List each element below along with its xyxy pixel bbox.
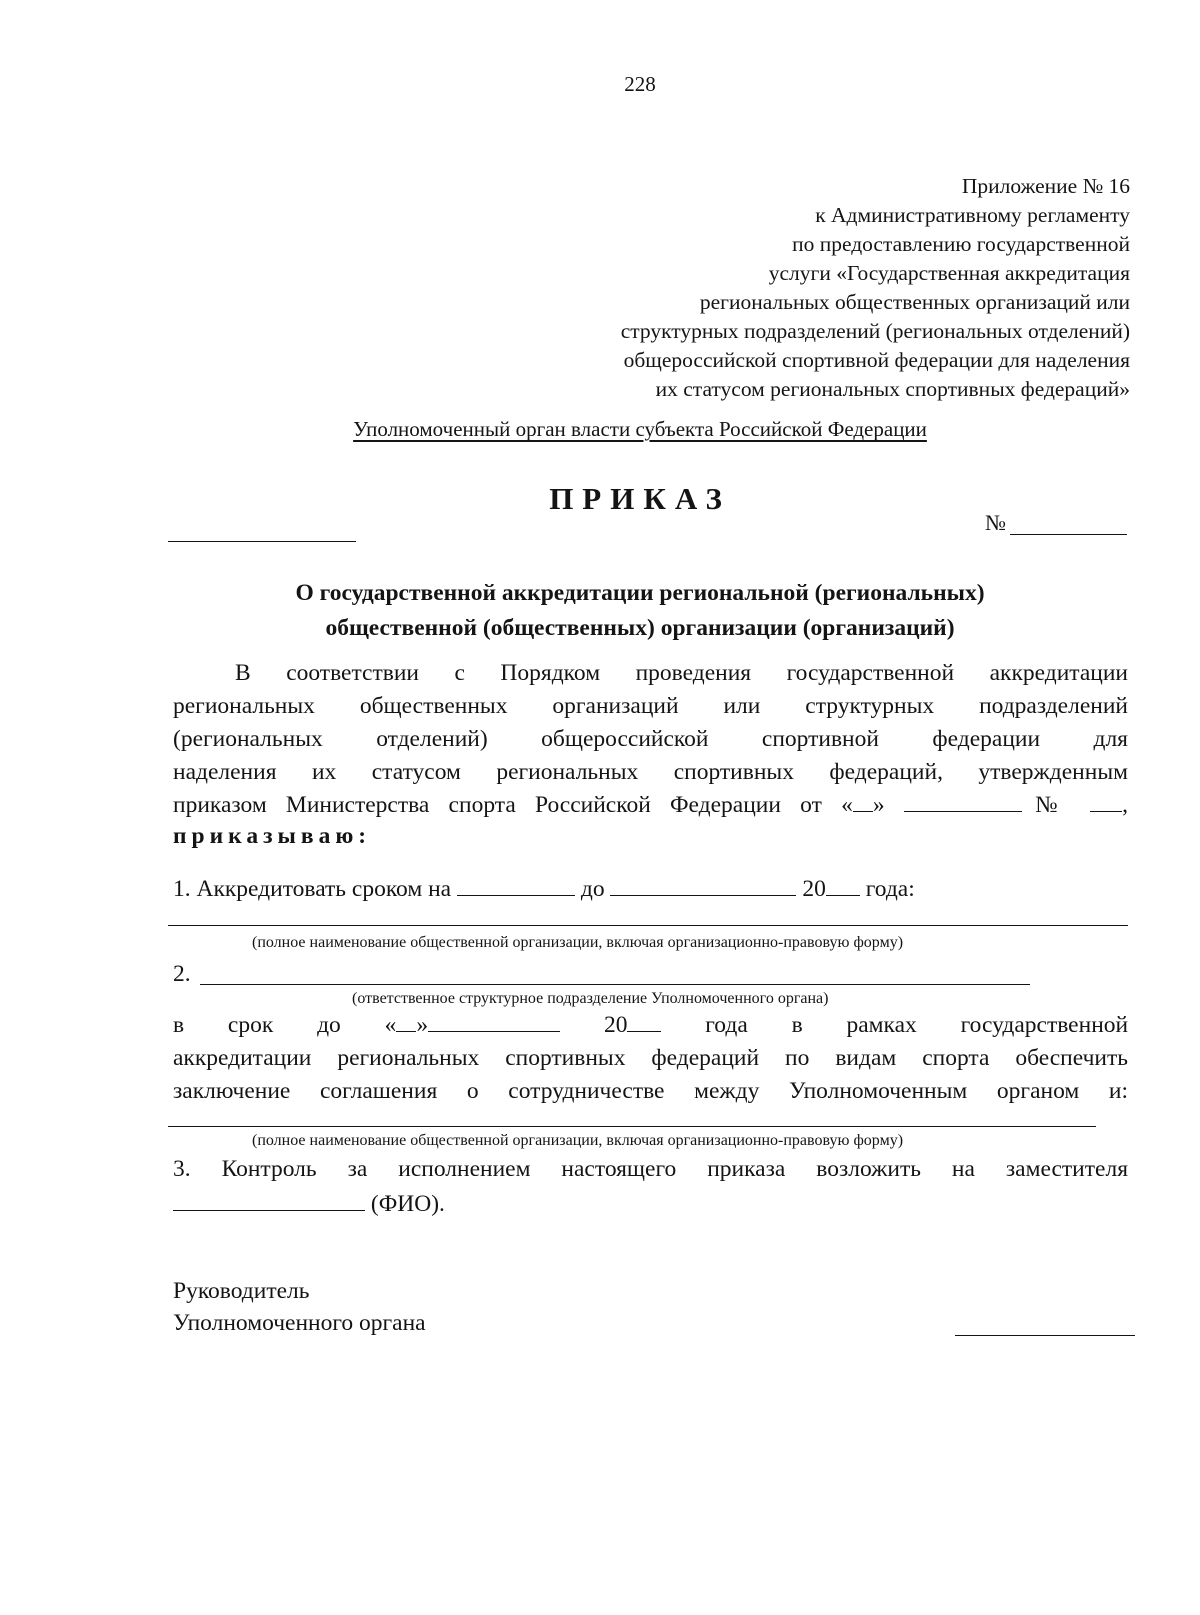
appendix-line: услуги «Государственная аккредитация: [768, 261, 1130, 285]
appendix-line: региональных общественных организаций или: [699, 290, 1130, 314]
appendix-line: их статусом региональных спортивных федераций»: [655, 377, 1130, 401]
preamble-5-comma: ,: [1122, 792, 1129, 818]
appendix-line: структурных подразделений (региональных отделений): [620, 319, 1130, 343]
organization-caption: (полное наименование общественной организации, включая организационно-правовую форму): [252, 934, 904, 951]
date-blank-line: [168, 541, 356, 542]
quote-open: «: [384, 1012, 397, 1038]
item-2-line-3: заключение соглашения о сотрудничестве между Уполномоченным органом и:: [173, 1078, 1128, 1104]
order-number-mark: №: [985, 510, 1006, 535]
term-blank: [457, 877, 575, 896]
preamble-line-2: региональных общественных организаций или структурных подразделений: [173, 693, 1128, 719]
organization-name-line: [168, 925, 1128, 926]
signature-line-2: Уполномоченного органа: [173, 1310, 426, 1336]
appendix-block: [450, 172, 1130, 404]
order-colon: :: [358, 823, 367, 849]
preamble-5-num: №: [1021, 792, 1071, 818]
heading-line-1: О государственной аккредитации региональной (региональных): [295, 580, 985, 606]
word: в: [791, 1012, 803, 1038]
item-3-line-1: 3. Контроль за исполнением настоящего приказа возложить на заместителя: [173, 1156, 1128, 1182]
item-2-line-2: аккредитации региональных спортивных федераций по видам спорта обеспечить: [173, 1045, 1128, 1071]
order-number-blank-line: [1010, 534, 1127, 535]
preamble-5-text: приказом Министерства спорта Российской Федерации от «: [173, 792, 853, 818]
preamble-5-quote: »: [872, 792, 885, 818]
fio-label: (ФИО).: [370, 1191, 445, 1217]
order-word-line: [173, 823, 366, 850]
word: до: [317, 1012, 341, 1038]
item-2-number: 2.: [173, 961, 191, 987]
order-heading: [0, 576, 1200, 646]
word: государственной: [960, 1012, 1129, 1038]
organization-caption-2: (полное наименование общественной организации, включая организационно-правовую форму): [252, 1132, 904, 1149]
deputy-blank: [173, 1192, 365, 1211]
department-line: [200, 984, 1030, 985]
appendix-line: по предоставлению государственной: [792, 232, 1130, 256]
signature-line-1: Руководитель: [173, 1278, 310, 1304]
quote-close: »: [416, 1012, 429, 1038]
signature-blank-line: [955, 1335, 1135, 1336]
word: в: [173, 1012, 185, 1038]
year-blank: [826, 877, 860, 896]
item-1-year: 20: [802, 876, 826, 902]
word: года: [705, 1012, 748, 1038]
word: срок: [227, 1012, 274, 1038]
item-1-goda: года:: [865, 876, 915, 902]
order-title: ПРИКАЗ: [549, 481, 731, 516]
authority-line: [0, 417, 1200, 442]
page-number: 228: [624, 72, 656, 96]
year-group: [604, 1012, 662, 1038]
item-1-line: [173, 876, 915, 903]
appendix-line: к Административному регламенту: [815, 203, 1130, 227]
organization-name-line-2: [168, 1126, 1096, 1127]
number-blank: [1090, 793, 1122, 812]
month-blank: [904, 793, 1022, 812]
preamble-line-1: В соответствии с Порядком проведения государственной аккредитации: [235, 660, 1128, 686]
item-3-line-2: [173, 1191, 445, 1218]
preamble-line-3: (региональных отделений) общероссийской спортивной федерации для: [173, 726, 1128, 752]
appendix-line: Приложение № 16: [961, 174, 1130, 198]
until-date-blank: [610, 877, 796, 896]
order-word: приказываю: [173, 823, 359, 849]
signature-block: [173, 1275, 426, 1339]
year-blank: [627, 1013, 661, 1032]
department-caption: (ответственное структурное подразделение Уполномоченного органа): [352, 990, 829, 1007]
preamble-line-4: наделения их статусом региональных спортивных федераций, утвержденным: [173, 759, 1128, 785]
day-blank: [396, 1013, 416, 1032]
day-blank: [853, 793, 873, 812]
authority-text: Уполномоченный орган власти субъекта Российской Федерации: [353, 417, 927, 441]
item-1-text: 1. Аккредитовать сроком на: [173, 876, 452, 902]
heading-line-2: общественной (общественных) организации (организаций): [325, 615, 955, 641]
month-blank: [428, 1013, 560, 1032]
item-1-until: до: [580, 876, 605, 902]
preamble-line-5: [173, 792, 1128, 819]
word: рамках: [846, 1012, 917, 1038]
quoted-day: [385, 1012, 561, 1038]
appendix-line: общероссийской спортивной федерации для наделения: [623, 348, 1130, 372]
item-2-line-1: [173, 1012, 1128, 1039]
year-prefix: 20: [603, 1012, 628, 1038]
